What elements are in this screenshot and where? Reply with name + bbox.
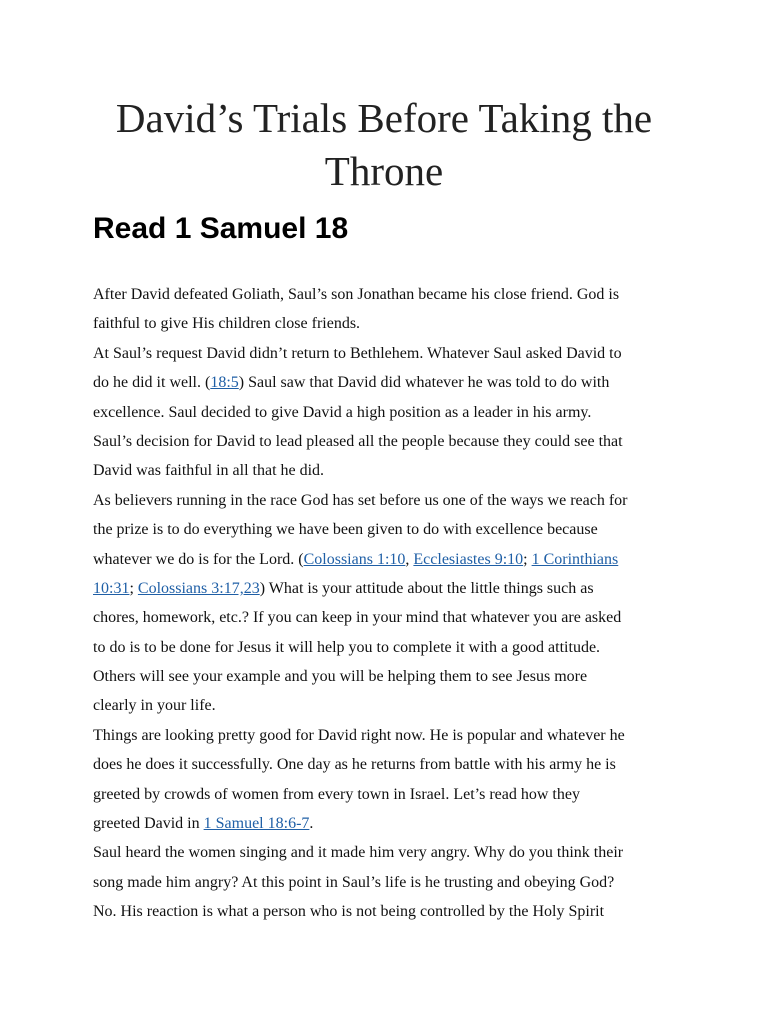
text-line (93, 486, 713, 515)
text-line (93, 721, 713, 750)
text-line (93, 309, 713, 338)
text-line (93, 574, 713, 603)
text-line (93, 339, 713, 368)
text-line (93, 838, 713, 867)
scripture-link[interactable]: Colossians 1:10 (303, 550, 406, 568)
section-heading: Read 1 Samuel 18 (93, 212, 349, 245)
scripture-link[interactable]: 1 Samuel 18:6-7 (203, 815, 310, 833)
text-span: clearly in your life. (93, 697, 216, 715)
text-span: ) What is your attitude about the little things such as (259, 579, 594, 597)
text-span: ) Saul saw that David did whatever he was told to do with (238, 374, 610, 392)
text-span: David was faithful in all that he did. (93, 462, 325, 480)
text-span: ; (523, 550, 532, 568)
text-span: faithful to give His children close friends. (93, 315, 361, 333)
body-text (93, 280, 713, 927)
text-line (93, 545, 713, 574)
text-line (93, 515, 713, 544)
text-line (93, 280, 713, 309)
text-span: Saul’s decision for David to lead pleased all the people because they could see that (93, 432, 623, 450)
text-span: As believers running in the race God has set before us one of the ways we reach for (93, 491, 628, 509)
text-span: greeted by crowds of women from every town in Israel. Let’s read how they (93, 785, 580, 803)
scripture-link[interactable]: 1 Corinthians (531, 550, 619, 568)
scripture-link[interactable]: Colossians 3:17,23 (137, 579, 260, 597)
text-span: , (405, 550, 414, 568)
text-line (93, 691, 713, 720)
text-span: to do is to be done for Jesus it will help you to complete it with a good attitude. (93, 638, 601, 656)
text-span: . (309, 815, 314, 833)
text-line (93, 427, 713, 456)
text-span: song made him angry? At this point in Saul’s life is he trusting and obeying God? (93, 873, 615, 891)
text-span: Others will see your example and you will be helping them to see Jesus more (93, 668, 588, 686)
text-span: Things are looking pretty good for David right now. He is popular and whatever he (93, 726, 625, 744)
text-span: do he did it well. ( (93, 374, 211, 392)
scripture-link[interactable]: 18:5 (210, 374, 239, 392)
text-span: chores, homework, etc.? If you can keep in your mind that whatever you are asked (93, 609, 622, 627)
text-line (93, 398, 713, 427)
text-span: greeted David in (93, 815, 204, 833)
text-line (93, 897, 713, 926)
text-span: ; (129, 579, 138, 597)
text-span: the prize is to do everything we have been given to do with excellence because (93, 521, 598, 539)
text-span: excellence. Saul decided to give David a high position as a leader in his army. (93, 403, 592, 421)
text-span: At Saul’s request David didn’t return to Bethlehem. Whatever Saul asked David to (93, 344, 622, 362)
text-span: No. His reaction is what a person who is not being controlled by the Holy Spirit (93, 903, 605, 921)
text-line (93, 809, 713, 838)
text-line (93, 662, 713, 691)
text-line (93, 868, 713, 897)
scripture-link[interactable]: 10:31 (93, 579, 130, 597)
text-line (93, 603, 713, 632)
page-title: David’s Trials Before Taking the Throne (115, 95, 653, 194)
text-span: After David defeated Goliath, Saul’s son Jonathan became his close friend. God is (93, 286, 620, 303)
text-line (93, 750, 713, 779)
text-line (93, 456, 713, 485)
text-line (93, 633, 713, 662)
text-line (93, 780, 713, 809)
text-span: Saul heard the women singing and it made him very angry. Why do you think their (93, 844, 624, 862)
text-span: does he does it successfully. One day as he returns from battle with his army he is (93, 756, 616, 774)
text-span: whatever we do is for the Lord. ( (93, 550, 304, 568)
text-line (93, 368, 713, 397)
scripture-link[interactable]: Ecclesiastes 9:10 (413, 550, 524, 568)
